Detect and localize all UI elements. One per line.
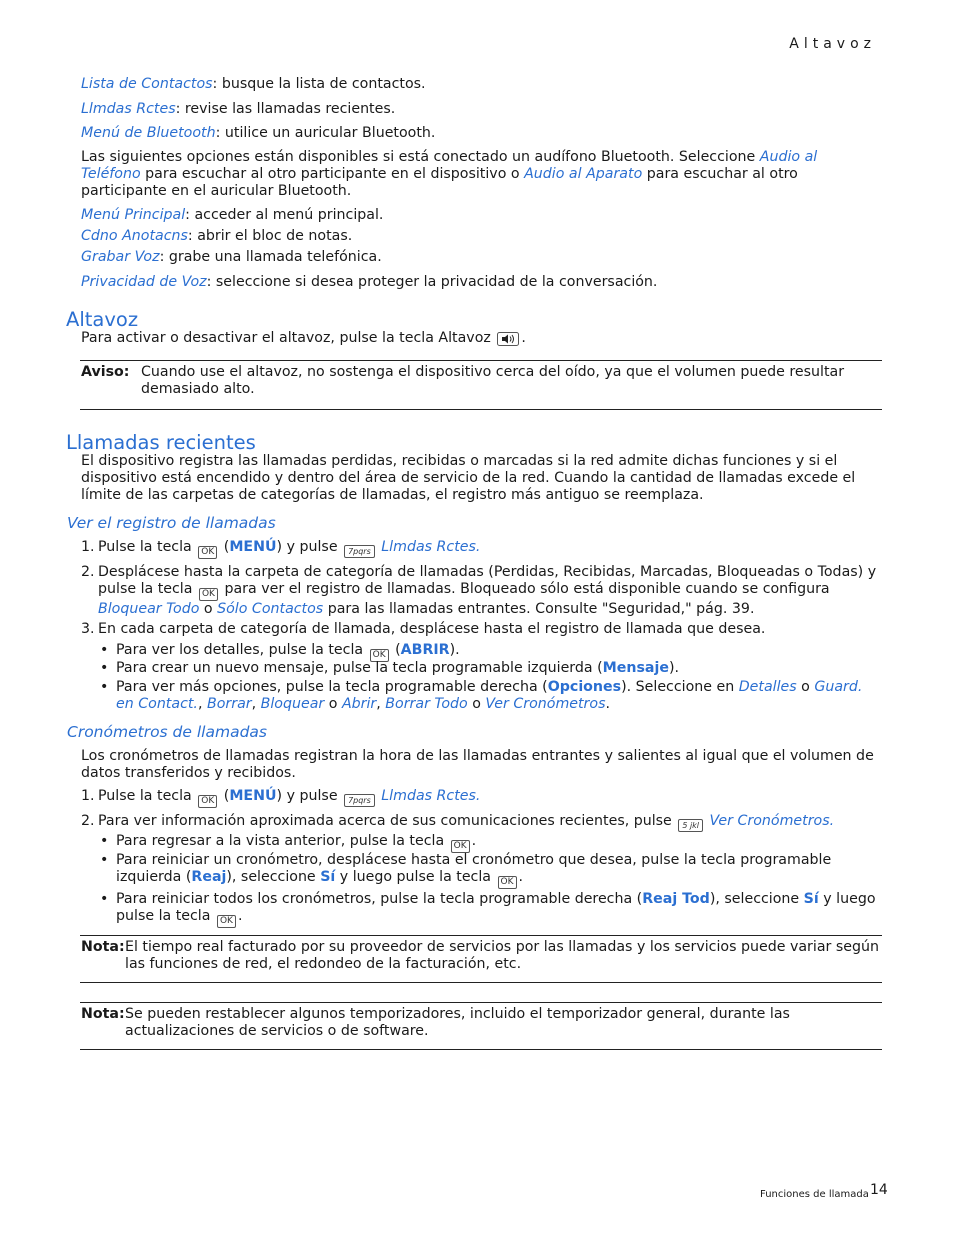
divider xyxy=(80,360,882,361)
bullet-mensaje: • Para crear un nuevo mensaje, pulse la tecla programable izquierda (Mensaje). xyxy=(100,660,680,676)
menu-item-privacidad: Privacidad de Voz: seleccione si desea proteger la privacidad de la conversación. xyxy=(81,274,658,290)
menu-item-principal: Menú Principal: acceder al menú principal. xyxy=(81,207,384,223)
subheading-cronometros: Cronómetros de llamadas xyxy=(67,723,267,741)
speaker-key-icon xyxy=(497,332,519,351)
note-box xyxy=(81,939,881,973)
option-link: Menú de Bluetooth xyxy=(81,125,216,141)
step-1: 1. Pulse la tecla OK (MENÚ) y pulse 7pqrs Llmdas Rctes. xyxy=(81,788,481,806)
ok-key-icon: OK xyxy=(198,795,217,808)
option-link: Llmdas Rctes xyxy=(81,101,176,117)
warning-label: Aviso: xyxy=(81,364,130,380)
step-3: 3. En cada carpeta de categoría de llamada, desplácese hasta el registro de llamada que desea. xyxy=(81,621,766,637)
note-text: Se pueden restablecer algunos temporizadores, incluido el temporizador general, durante las actualizaciones de servicios o de software. xyxy=(125,1006,790,1039)
warning-text: Cuando use el altavoz, no sostenga el dispositivo cerca del oído, ya que el volumen puede resultar demasiado alto. xyxy=(141,364,845,397)
menu-item-contactos: Lista de Contactos: busque la lista de contactos. xyxy=(81,76,426,92)
divider xyxy=(80,982,882,983)
divider xyxy=(80,935,882,936)
bullet-reiniciar-todos: • Para reiniciar todos los cronómetros, pulse la tecla programable derecha (Reaj Tod), seleccione Sí y luego pulse la tecla OK . xyxy=(100,891,876,926)
altavoz-text: Para activar o desactivar el altavoz, pulse la tecla Altavoz . xyxy=(81,330,526,351)
ok-key-icon: OK xyxy=(199,588,218,601)
five-key-icon: 5 jkl xyxy=(678,819,703,832)
subheading-ver-registro: Ver el registro de llamadas xyxy=(67,514,276,532)
ok-key-icon: OK xyxy=(217,915,236,928)
step-2: 2. Para ver información aproximada acerca de sus comunicaciones recientes, pulse 5 jkl Ver Cronómetros. xyxy=(81,813,835,830)
running-header: Altavoz xyxy=(789,36,876,52)
menu-item-notas: Cdno Anotacns: abrir el bloc de notas. xyxy=(81,228,353,244)
page-number: 14 xyxy=(870,1182,888,1198)
option-link: Lista de Contactos xyxy=(81,76,213,92)
ok-key-icon: OK xyxy=(451,840,470,853)
section-heading-recientes: Llamadas recientes xyxy=(66,431,256,454)
seven-key-icon: 7pqrs xyxy=(344,794,375,807)
bullet-regresar: • Para regresar a la vista anterior, pulse la tecla OK . xyxy=(100,833,477,851)
menu-item-bluetooth: Menú de Bluetooth: utilice un auricular Bluetooth. xyxy=(81,125,436,141)
divider xyxy=(80,1049,882,1050)
bullet-reiniciar: • Para reiniciar un cronómetro, desplácese hasta el cronómetro que desea, pulse la tecla programable izquierda (Reaj), seleccione Sí y luego pulse la tecla OK . xyxy=(100,852,832,887)
note-box xyxy=(81,1006,881,1040)
warning-box xyxy=(81,364,881,398)
seven-key-icon: 7pqrs xyxy=(344,545,375,558)
note-label: Nota: xyxy=(81,1006,125,1022)
footer-section-label: Funciones de llamada xyxy=(760,1189,869,1200)
ok-key-icon: OK xyxy=(198,546,217,559)
menu-item-grabar: Grabar Voz: grabe una llamada telefónica. xyxy=(81,249,382,265)
divider xyxy=(80,1002,882,1003)
menu-item-llamadas: Llmdas Rctes: revise las llamadas recientes. xyxy=(81,101,396,117)
ok-key-icon: OK xyxy=(370,649,389,662)
ok-key-icon: OK xyxy=(498,876,517,889)
step-1: 1. Pulse la tecla OK (MENÚ) y pulse 7pqrs Llmdas Rctes. xyxy=(81,539,481,557)
note-text: El tiempo real facturado por su proveedor de servicios por las llamadas y los servicios puede variar según las funciones de red, el redondeo de la facturación, etc. xyxy=(125,939,879,972)
bullet-detalles: • Para ver los detalles, pulse la tecla OK (ABRIR). xyxy=(100,642,460,660)
note-label: Nota: xyxy=(81,939,125,955)
cronometros-intro: Los cronómetros de llamadas registran la hora de las llamadas entrantes y salientes al igual que el volumen de datos transferidos y recibidos. xyxy=(81,748,874,781)
bluetooth-paragraph: Las siguientes opciones están disponibles si está conectado un audífono Bluetooth. Seleccione Audio al Teléfono para escuchar al otro participante en el dispositivo o Audio al Aparato para escuchar al otro participante en el auricular Bluetooth. xyxy=(81,149,818,199)
bullet-opciones: • Para ver más opciones, pulse la tecla programable derecha (Opciones). Seleccione en Detalles o Guard. en Contact., Borrar, Bloquear o Abrir, Borrar Todo o Ver Cronómetros. xyxy=(100,679,863,712)
step-2: 2. Desplácese hasta la carpeta de categoría de llamadas (Perdidas, Recibidas, Marcadas, Bloqueadas o Todas) y pulse la tecla OK para ver el registro de llamadas. Bloqueado sólo está disponible cuando se configura Bloquear Todo o Sólo Contactos para las llamadas entrantes. Consulte "Seguridad," pág. 39. xyxy=(81,564,877,617)
divider xyxy=(80,409,882,410)
section-heading-altavoz: Altavoz xyxy=(66,308,139,331)
recientes-intro: El dispositivo registra las llamadas perdidas, recibidas o marcadas si la red admite dichas funciones y si el dispositivo está encendido y dentro del área de servicio de la red. Cuando la cantidad de llamadas excede el límite de las carpetas de categorías de llamadas, el registro más antiguo se reemplaza. xyxy=(81,453,856,503)
